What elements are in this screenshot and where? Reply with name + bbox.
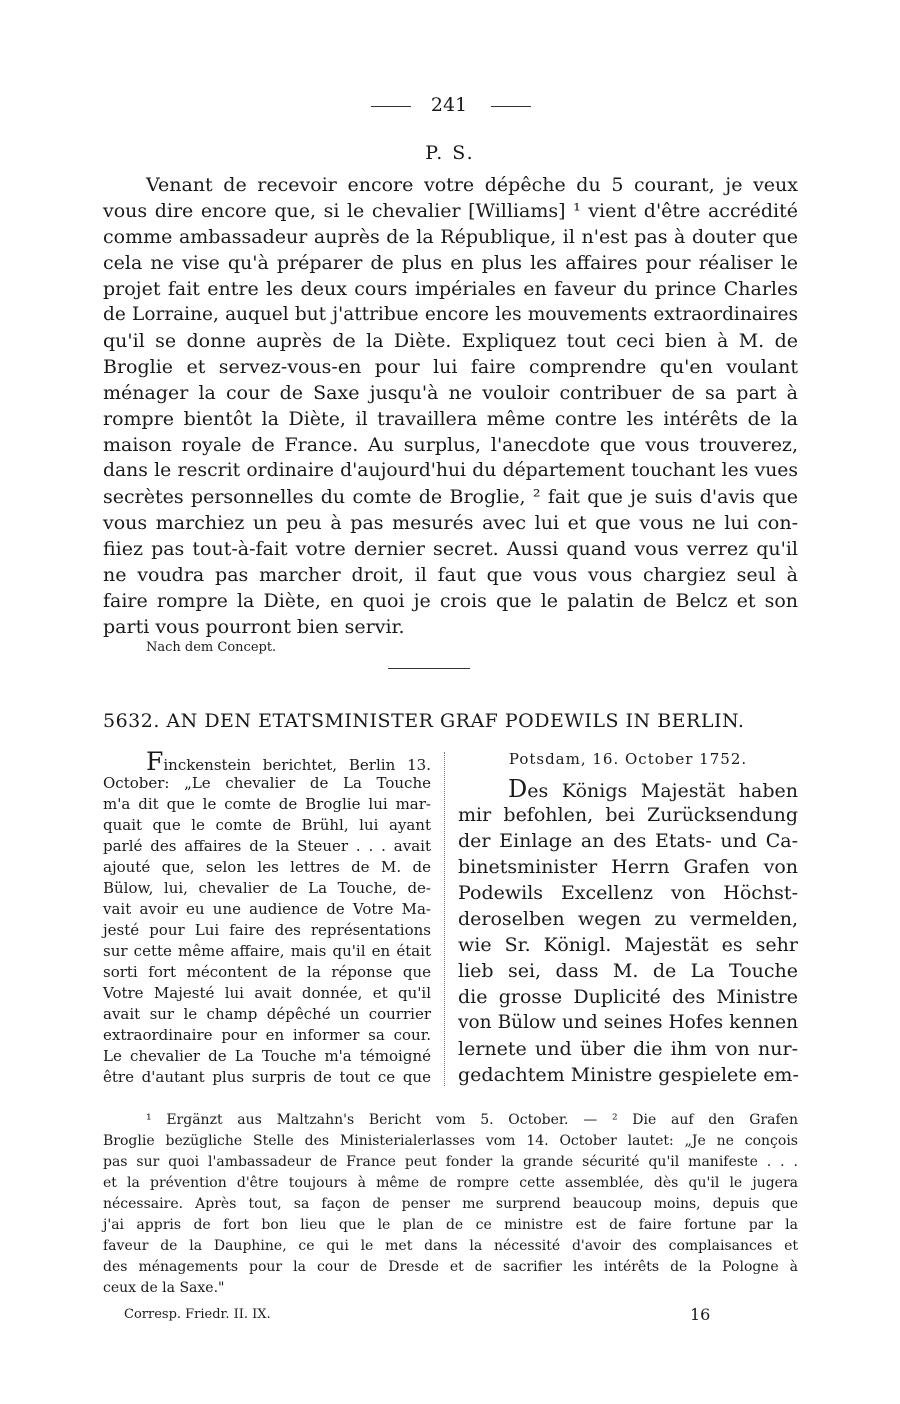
- left-line: être d'autant plus surpris de tout ce que: [103, 1068, 431, 1086]
- ps-line: qu'il se donne auprès de la Diète. Expliquez tout ceci bien à M. de: [103, 330, 798, 352]
- right-line: wie Sr. Königl. Majestät es sehr: [458, 934, 798, 956]
- left-line: avait sur le champ dépêché un courrier: [103, 1005, 431, 1023]
- ps-line: de Lorraine, auquel but j'attribue encore les mouvements extraordinaires: [103, 304, 798, 325]
- left-line: m'a dit que le comte de Broglie lui mar-: [103, 795, 431, 813]
- ps-line: maison royale de France. Au surplus, l'anecdote que vous trouverez,: [103, 434, 798, 456]
- ps-line: parti vous pourront bien servir.: [103, 616, 405, 638]
- left-line: sur cette même affaire, mais qu'il en était: [103, 942, 431, 960]
- footnote-line: et la prévention d'être toujours à même de rompre cette assemblée, dès qu'il le jugera: [103, 1175, 798, 1191]
- ps-line: fiiez pas tout-à-fait votre dernier secret. Aussi quand vous verrez qu'il: [103, 538, 798, 560]
- left-line: vait avoir eu une audience de Votre Ma-: [103, 900, 431, 918]
- letter-heading: 5632. AN DEN ETATSMINISTER GRAF PODEWILS IN BERLIN.: [103, 710, 745, 732]
- right-line: Podewils Excellenz von Höchst-: [458, 882, 798, 904]
- right-line: Des Königs Majestät haben: [508, 775, 798, 803]
- left-line: Finckenstein berichtet, Berlin 13.: [146, 747, 431, 776]
- right-dropcap: D: [508, 775, 528, 803]
- header-dash-right: [491, 106, 531, 107]
- footnote-line: ¹ Ergänzt aus Maltzahn's Bericht vom 5. October. — ² Die auf den Grafen: [146, 1112, 798, 1128]
- right-line: lernete und über die ihm von nur-: [458, 1038, 798, 1060]
- footnote-line: des ménagements pour la cour de Dresde et de sacrifier les intérêts de la Pologne à: [103, 1259, 798, 1275]
- ps-line: dans le rescrit ordinaire d'aujourd'hui du département touchant les vues: [103, 460, 798, 481]
- header-dash-left: [371, 106, 411, 107]
- ps-line: ne voudra pas marcher droit, il faut que vous vous chargiez seul à: [103, 564, 798, 586]
- left-line: jesté pour Lui faire des représentations: [103, 921, 431, 939]
- right-line: deroselben wegen zu vermelden,: [458, 908, 798, 930]
- ps-heading: P. S.: [425, 142, 475, 164]
- left-line: October: „Le chevalier de La Touche: [103, 774, 431, 792]
- letter-dateline: Potsdam, 16. October 1752.: [508, 750, 748, 768]
- right-line: von Bülow und seines Hofes kennen: [458, 1012, 798, 1033]
- left-line: Bülow, lui, chevalier de La Touche, de-: [103, 879, 431, 897]
- left-line: quait que le comte de Brühl, lui ayant: [103, 816, 431, 834]
- source-note: Nach dem Concept.: [146, 640, 277, 655]
- ps-line: comme ambassadeur auprès de la République, il n'est pas à douter que: [103, 226, 798, 248]
- right-line: mir befohlen, bei Zurücksendung: [458, 804, 798, 826]
- ps-line: faire rompre la Diète, en quoi je crois que le palatin de Belcz et son: [103, 590, 798, 612]
- footnote-line: Broglie bezügliche Stelle des Ministerialerlasses vom 14. October lautet: „Je ne conçois: [103, 1133, 798, 1149]
- ps-line: projet fait entre les deux cours impériales en faveur du prince Charles: [103, 278, 798, 300]
- left-line: Le chevalier de La Touche m'a témoigné: [103, 1047, 431, 1065]
- left-line: ajouté que, selon les lettres de M. de: [103, 858, 431, 876]
- right-line: der Einlage an des Etats- und Ca-: [458, 830, 798, 852]
- ps-line: rompre bientôt la Diète, il travaillera même contre les intérêts de la: [103, 408, 798, 430]
- right-line: lieb sei, dass M. de La Touche: [458, 960, 798, 982]
- left-line: sorti fort mécontent de la réponse que: [103, 963, 431, 981]
- ps-line: Venant de recevoir encore votre dépêche du 5 courant, je veux: [146, 174, 798, 196]
- footnote-line: nécessaire. Après tout, sa façon de penser me surprend beaucoup moins, depuis que: [103, 1196, 798, 1212]
- separator-rule: [388, 668, 470, 669]
- ps-line: Broglie et servez-vous-en pour lui faire comprendre qu'en voulant: [103, 356, 798, 378]
- footnote-line: ceux de la Saxe.": [103, 1280, 225, 1296]
- page-number: 241: [430, 94, 468, 116]
- ps-line: ménager la cour de Saxe jusqu'à ne vouloir contribuer de sa part à: [103, 382, 798, 404]
- left-line: extraordinaire pour en informer sa cour.: [103, 1026, 431, 1044]
- footnote-line: pas sur quoi l'ambassadeur de France peut fonder la grande sécurité qu'il manifeste . . .: [103, 1154, 798, 1170]
- left-dropcap: F: [146, 747, 164, 776]
- right-line: binetsminister Herrn Grafen von: [458, 856, 798, 878]
- footnote-line: faveur de la Dauphine, ce qui le met dans la nécessité d'avoir des complaisances et: [103, 1238, 798, 1254]
- ps-line: vous marchiez un peu à pas mesurés avec lui et que vous ne lui con-: [103, 512, 798, 534]
- right-line: die grosse Duplicité des Ministre: [458, 986, 798, 1008]
- ps-line: vous dire encore que, si le chevalier [Williams] ¹ vient d'être accrédité: [103, 200, 798, 222]
- ps-line: secrètes personnelles du comte de Broglie, ² fait que je suis d'avis que: [103, 486, 798, 508]
- column-divider: [444, 752, 445, 1086]
- footer-volume-reference: Corresp. Friedr. II. IX.: [124, 1307, 271, 1322]
- running-header: [0, 92, 900, 122]
- footnote-line: j'ai appris de fort bon lieu que le plan de ce ministre est de faire fortune par la: [103, 1217, 798, 1233]
- right-line: gedachtem Ministre gespielete em-: [458, 1064, 799, 1086]
- ps-line: cela ne vise qu'à préparer de plus en plus les affaires pour réaliser le: [103, 252, 798, 274]
- left-line: parlé des affaires de la Steuer . . . avait: [103, 837, 431, 855]
- left-line: Votre Majesté lui avait donnée, et qu'il: [103, 984, 431, 1002]
- footer-signature-mark: 16: [690, 1305, 711, 1324]
